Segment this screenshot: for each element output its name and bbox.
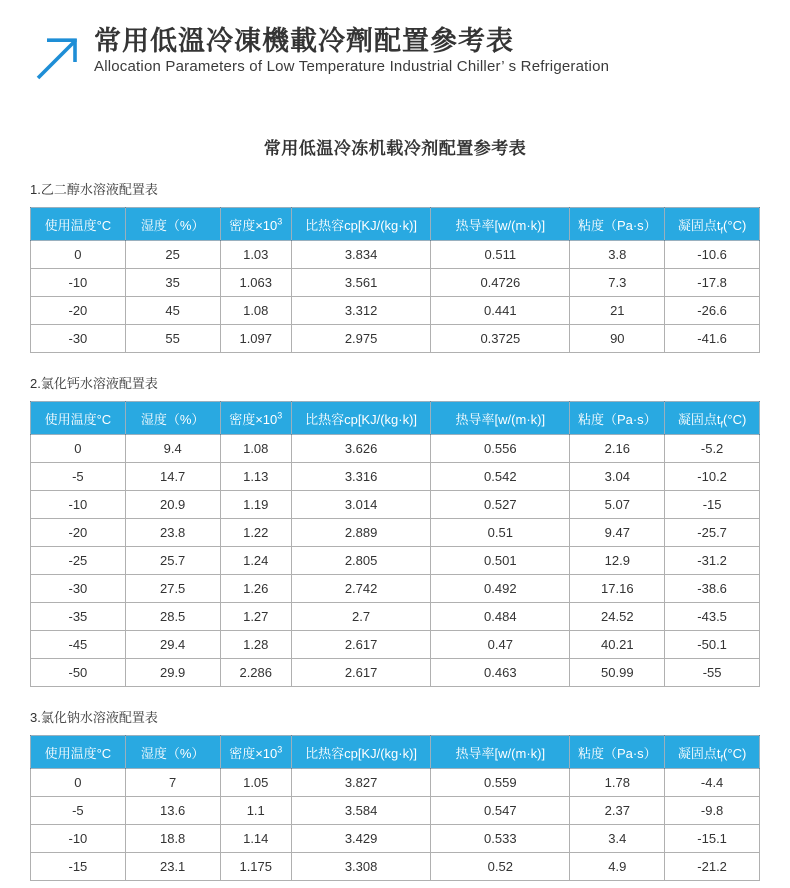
table-cell: 12.9 (570, 547, 665, 575)
table-cell: 0.542 (431, 463, 570, 491)
table-cell: 35 (125, 269, 220, 297)
section-calcium-chloride (30, 373, 760, 687)
table-cell: 25 (125, 241, 220, 269)
table-row (31, 297, 760, 325)
table-cell: 0.556 (431, 435, 570, 463)
table-cell: 3.4 (570, 825, 665, 853)
table-cell: 0.527 (431, 491, 570, 519)
table-cell: 40.21 (570, 631, 665, 659)
table-cell: 21 (570, 297, 665, 325)
column-header: 凝固点$t_f(^\circ C)$ (665, 402, 760, 435)
column-header: 使用温度°C (31, 208, 126, 241)
table-cell: -45 (31, 631, 126, 659)
table-cell: -25 (31, 547, 126, 575)
table-cell: 1.27 (220, 603, 291, 631)
column-header: 比热容cp[KJ/(kg·k)] (291, 402, 430, 435)
table-cell: 3.312 (291, 297, 430, 325)
table-cell: 0.492 (431, 575, 570, 603)
section-label: 1.乙二醇水溶液配置表 (30, 182, 158, 197)
column-header: 粘度（Pa·s） (570, 402, 665, 435)
table-cell: -15 (31, 853, 126, 881)
brand-text-block (94, 26, 609, 75)
table-cell: -30 (31, 325, 126, 353)
table-row (31, 519, 760, 547)
table-cell: 3.8 (570, 241, 665, 269)
column-header: 粘度（Pa·s） (570, 208, 665, 241)
table-cell: 0.533 (431, 825, 570, 853)
table-cell: 24.52 (570, 603, 665, 631)
table-cell: -38.6 (665, 575, 760, 603)
table-cell: -10 (31, 491, 126, 519)
table-cell: -26.6 (665, 297, 760, 325)
column-header: 凝固点$t_f(^\circ C)$ (665, 208, 760, 241)
table-header-row (31, 208, 760, 241)
table-cell: 2.286 (220, 659, 291, 687)
table-cell: 3.827 (291, 769, 430, 797)
table-cell: -17.8 (665, 269, 760, 297)
table-cell: 0 (31, 769, 126, 797)
table-cell: -55 (665, 659, 760, 687)
table-cell: 3.626 (291, 435, 430, 463)
column-header: 比热容cp[KJ/(kg·k)] (291, 208, 430, 241)
column-header: 粘度（Pa·s） (570, 736, 665, 769)
column-header: 湿度（%） (125, 208, 220, 241)
table-cell: 9.4 (125, 435, 220, 463)
table-cell: 27.5 (125, 575, 220, 603)
column-header: 比热容cp[KJ/(kg·k)] (291, 736, 430, 769)
page-subtitle: Allocation Parameters of Low Temperature Industrial Chiller’ s Refrigeration (94, 58, 610, 76)
table-cell: -15.1 (665, 825, 760, 853)
table-cell: 7.3 (570, 269, 665, 297)
table-cell: 0.511 (431, 241, 570, 269)
table-row (31, 435, 760, 463)
table-row (31, 631, 760, 659)
table-cell: 3.834 (291, 241, 430, 269)
table-cell: 90 (570, 325, 665, 353)
table-cell: 3.308 (291, 853, 430, 881)
table-cell: 13.6 (125, 797, 220, 825)
table-cell: 1.08 (220, 435, 291, 463)
table-cell: 20.9 (125, 491, 220, 519)
table-row (31, 769, 760, 797)
section-label: 3.氯化钠水溶液配置表 (30, 710, 158, 725)
table-cell: 1.13 (220, 463, 291, 491)
table-row (31, 825, 760, 853)
table-cell: -10.2 (665, 463, 760, 491)
table-row (31, 241, 760, 269)
table-cell: 0.47 (431, 631, 570, 659)
page-title: 常用低溫冷凍機載冷劑配置參考表 (94, 26, 514, 56)
arrow-up-right-icon (30, 28, 86, 84)
table-cell: -43.5 (665, 603, 760, 631)
table-cell: 7 (125, 769, 220, 797)
table-cell: 3.429 (291, 825, 430, 853)
table-cell: 0.547 (431, 797, 570, 825)
table-cell: 0.441 (431, 297, 570, 325)
table-cell: 45 (125, 297, 220, 325)
table-cell: 0 (31, 241, 126, 269)
table-cell: 29.9 (125, 659, 220, 687)
table-cell: 0.3725 (431, 325, 570, 353)
table-cell: 2.617 (291, 631, 430, 659)
table-cell: 2.805 (291, 547, 430, 575)
table-cell: 2.742 (291, 575, 430, 603)
section-label: 2.氯化钙水溶液配置表 (30, 376, 158, 391)
column-header: 热导率[w/(m·k)] (431, 402, 570, 435)
table-cell: 14.7 (125, 463, 220, 491)
brand-header (30, 26, 760, 84)
table-cell: 0.463 (431, 659, 570, 687)
section-sodium-chloride (30, 707, 760, 881)
table-cell: 1.14 (220, 825, 291, 853)
table-cell: 50.99 (570, 659, 665, 687)
table-cell: 3.561 (291, 269, 430, 297)
table-cell: -5 (31, 463, 126, 491)
table-row (31, 603, 760, 631)
table-cell: 3.04 (570, 463, 665, 491)
table-cell: -5 (31, 797, 126, 825)
table-cell: 0.501 (431, 547, 570, 575)
column-header: 密度$\times 10^3$ (220, 736, 291, 769)
table-cell: 3.584 (291, 797, 430, 825)
column-header: 热导率[w/(m·k)] (431, 208, 570, 241)
table-cell: 1.78 (570, 769, 665, 797)
table-cell: 2.37 (570, 797, 665, 825)
table-cell: 1.175 (220, 853, 291, 881)
table-cell: 1.08 (220, 297, 291, 325)
table-cell: 1.05 (220, 769, 291, 797)
table-cell: 3.316 (291, 463, 430, 491)
table-cell: 0.484 (431, 603, 570, 631)
table-cell: 1.097 (220, 325, 291, 353)
table-row (31, 797, 760, 825)
table-cell: 5.07 (570, 491, 665, 519)
table-cell: 2.16 (570, 435, 665, 463)
table-cell: 0.51 (431, 519, 570, 547)
table-row (31, 547, 760, 575)
table-cell: 1.26 (220, 575, 291, 603)
table-cell: 0.559 (431, 769, 570, 797)
table-cell: 1.19 (220, 491, 291, 519)
table-cell: 1.1 (220, 797, 291, 825)
column-header: 使用温度°C (31, 402, 126, 435)
table-cell: 2.975 (291, 325, 430, 353)
table-cell: 23.1 (125, 853, 220, 881)
table-cell: -15 (665, 491, 760, 519)
table-cell: 2.889 (291, 519, 430, 547)
table-cell: 1.063 (220, 269, 291, 297)
table-header-row (31, 402, 760, 435)
table-cell: 28.5 (125, 603, 220, 631)
column-header: 热导率[w/(m·k)] (431, 736, 570, 769)
table-cell: 17.16 (570, 575, 665, 603)
table-cell: 1.24 (220, 547, 291, 575)
table-cell: 1.22 (220, 519, 291, 547)
table-cell: -31.2 (665, 547, 760, 575)
table-cell: -50.1 (665, 631, 760, 659)
column-header: 使用温度°C (31, 736, 126, 769)
table-cell: 1.03 (220, 241, 291, 269)
data-table-ethylene-glycol (30, 207, 760, 353)
table-cell: -5.2 (665, 435, 760, 463)
table-cell: -41.6 (665, 325, 760, 353)
data-table-calcium-chloride (30, 401, 760, 687)
table-cell: 55 (125, 325, 220, 353)
table-row (31, 491, 760, 519)
table-row (31, 463, 760, 491)
table-cell: -10 (31, 825, 126, 853)
table-cell: 4.9 (570, 853, 665, 881)
column-header: 湿度（%） (125, 736, 220, 769)
table-cell: -10.6 (665, 241, 760, 269)
column-header: 凝固点$t_f(^\circ C)$ (665, 736, 760, 769)
column-header: 密度$\times 10^3$ (220, 402, 291, 435)
table-cell: -20 (31, 297, 126, 325)
table-cell: 1.28 (220, 631, 291, 659)
table-cell: 29.4 (125, 631, 220, 659)
column-header: 湿度（%） (125, 402, 220, 435)
column-header: 密度$\times 10^3$ (220, 208, 291, 241)
table-cell: -10 (31, 269, 126, 297)
table-header-row (31, 736, 760, 769)
table-cell: 18.8 (125, 825, 220, 853)
table-cell: -50 (31, 659, 126, 687)
table-cell: 0 (31, 435, 126, 463)
table-cell: 3.014 (291, 491, 430, 519)
table-cell: -35 (31, 603, 126, 631)
table-cell: 25.7 (125, 547, 220, 575)
table-cell: 0.52 (431, 853, 570, 881)
table-cell: -30 (31, 575, 126, 603)
table-row (31, 325, 760, 353)
table-cell: 0.4726 (431, 269, 570, 297)
document-title: 常用低温冷冻机载冷剂配置参考表 (263, 139, 527, 158)
table-cell: -25.7 (665, 519, 760, 547)
table-row (31, 269, 760, 297)
table-cell: 9.47 (570, 519, 665, 547)
table-cell: 2.7 (291, 603, 430, 631)
table-cell: -21.2 (665, 853, 760, 881)
section-ethylene-glycol (30, 179, 760, 353)
table-cell: -4.4 (665, 769, 760, 797)
table-cell: -20 (31, 519, 126, 547)
data-table-sodium-chloride (30, 735, 760, 881)
table-row (31, 575, 760, 603)
table-cell: 23.8 (125, 519, 220, 547)
table-row (31, 853, 760, 881)
table-cell: 2.617 (291, 659, 430, 687)
table-cell: -9.8 (665, 797, 760, 825)
table-row (31, 659, 760, 687)
